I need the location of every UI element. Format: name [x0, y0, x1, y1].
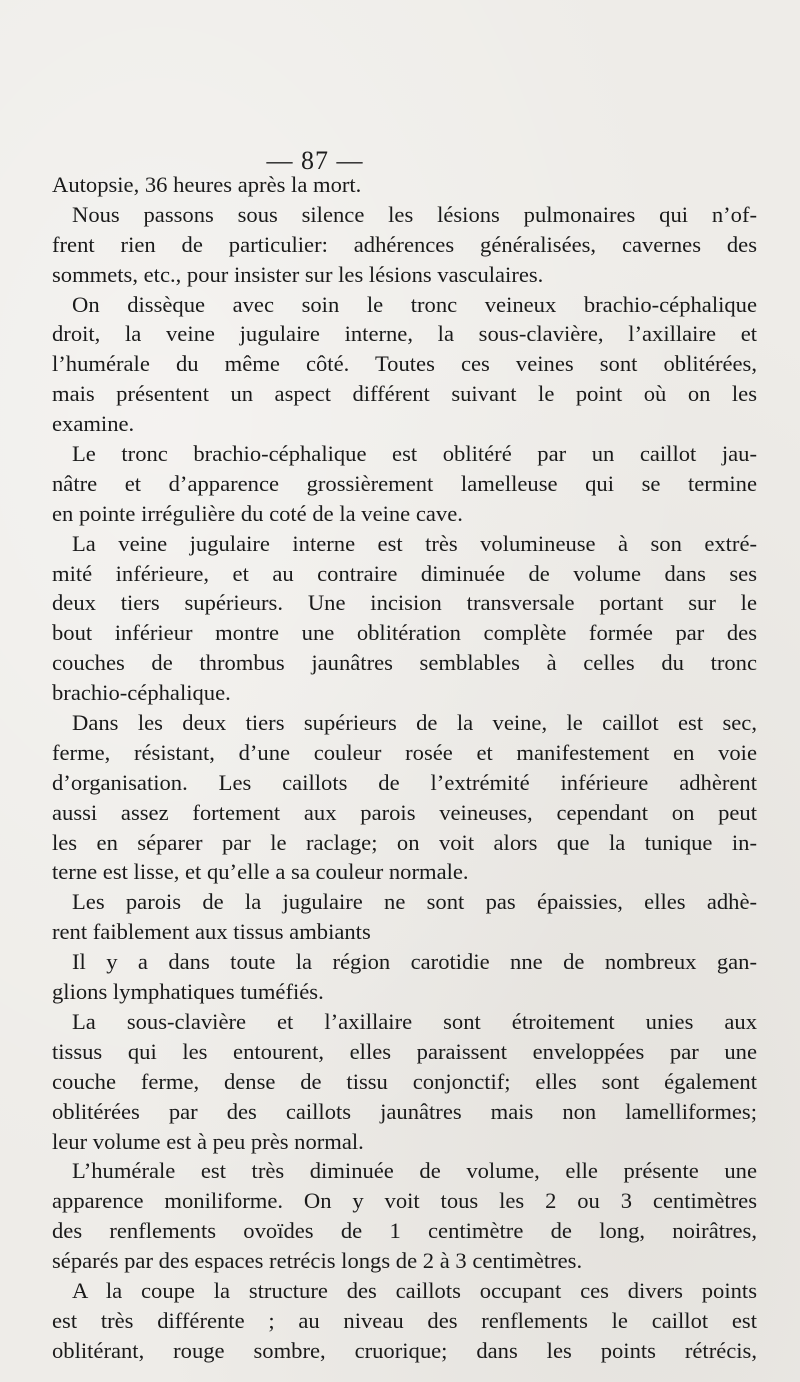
text-line: leur volume est à peu près normal. [52, 1128, 364, 1154]
text-line: aussi assez fortement aux parois veineuses, cependant on peut [52, 799, 757, 825]
text-line: terne est lisse, et qu’elle a sa couleur normale. [52, 859, 469, 885]
text-line: deux tiers supérieurs. Une incision transversale portant sur le [52, 590, 757, 616]
text-line: Dans les deux tiers supérieurs de la veine, le caillot est sec, [72, 710, 757, 736]
text-line: L’humérale est très diminuée de volume, elle présente une [72, 1158, 757, 1184]
text-line: examine. [52, 411, 135, 437]
page-text-body [52, 170, 757, 1366]
text-line: apparence moniliforme. On y voit tous les 2 ou 3 centimètres [52, 1188, 757, 1214]
text-line: l’humérale du même côté. Toutes ces veines sont oblitérées, [52, 351, 757, 377]
text-line: couches de thrombus jaunâtres semblables à celles du tronc [52, 650, 757, 676]
text-line: Nous passons sous silence les lésions pulmonaires qui n’of- [72, 201, 757, 227]
text-line: des renflements ovoïdes de 1 centimètre de long, noirâtres, [52, 1218, 757, 1244]
text-line: A la coupe la structure des caillots occupant ces divers points [72, 1277, 757, 1303]
text-line: en pointe irrégulière du coté de la veine cave. [52, 500, 463, 526]
text-line: mais présentent un aspect différent suivant le point où on les [52, 381, 757, 407]
text-line: oblitérées par des caillots jaunâtres mais non lamelliformes; [52, 1098, 757, 1124]
text-line: mité inférieure, et au contraire diminuée de volume dans ses [52, 560, 757, 586]
text-line: Autopsie, 36 heures après la mort. [52, 172, 362, 197]
page-number: — 87 — [266, 146, 364, 175]
text-line: Les parois de la jugulaire ne sont pas épaissies, elles adhè- [72, 889, 757, 915]
text-line: les en séparer par le raclage; on voit alors que la tunique in- [52, 829, 757, 855]
text-line: oblitérant, rouge sombre, cruorique; dans les points rétrécis, [52, 1337, 757, 1363]
text-line: rent faiblement aux tissus ambiants [52, 919, 371, 945]
text-line: glions lymphatiques tuméfiés. [52, 979, 324, 1005]
text-line: d’organisation. Les caillots de l’extrémité inférieure adhèrent [52, 769, 757, 795]
text-line: couche ferme, dense de tissu conjonctif; elles sont également [52, 1068, 757, 1094]
text-line: nâtre et d’apparence grossièrement lamelleuse qui se termine [52, 470, 757, 496]
text-line: frent rien de particulier: adhérences généralisées, cavernes des [52, 231, 757, 257]
text-line: Il y a dans toute la région carotidie nne de nombreux gan- [72, 949, 757, 975]
text-line: La veine jugulaire interne est très volumineuse à son extré- [72, 530, 757, 556]
text-line: La sous-clavière et l’axillaire sont étroitement unies aux [72, 1008, 757, 1034]
text-line: bout inférieur montre une oblitération complète formée par des [52, 620, 757, 646]
text-line: Le tronc brachio-céphalique est oblitéré par un caillot jau- [72, 441, 757, 467]
text-line: droit, la veine jugulaire interne, la sous-clavière, l’axillaire et [52, 321, 757, 347]
text-line: brachio-céphalique. [52, 680, 231, 706]
text-line: On dissèque avec soin le tronc veineux brachio-céphalique [72, 291, 757, 317]
text-line: est très différente ; au niveau des renflements le caillot est [52, 1307, 757, 1333]
text-line: séparés par des espaces retrécis longs de 2 à 3 centimètres. [52, 1248, 583, 1274]
text-line: tissus qui les entourent, elles paraissent enveloppées par une [52, 1038, 757, 1064]
text-line: sommets, etc., pour insister sur les lésions vasculaires. [52, 261, 544, 287]
text-line: ferme, résistant, d’une couleur rosée et manifestement en voie [52, 739, 757, 765]
